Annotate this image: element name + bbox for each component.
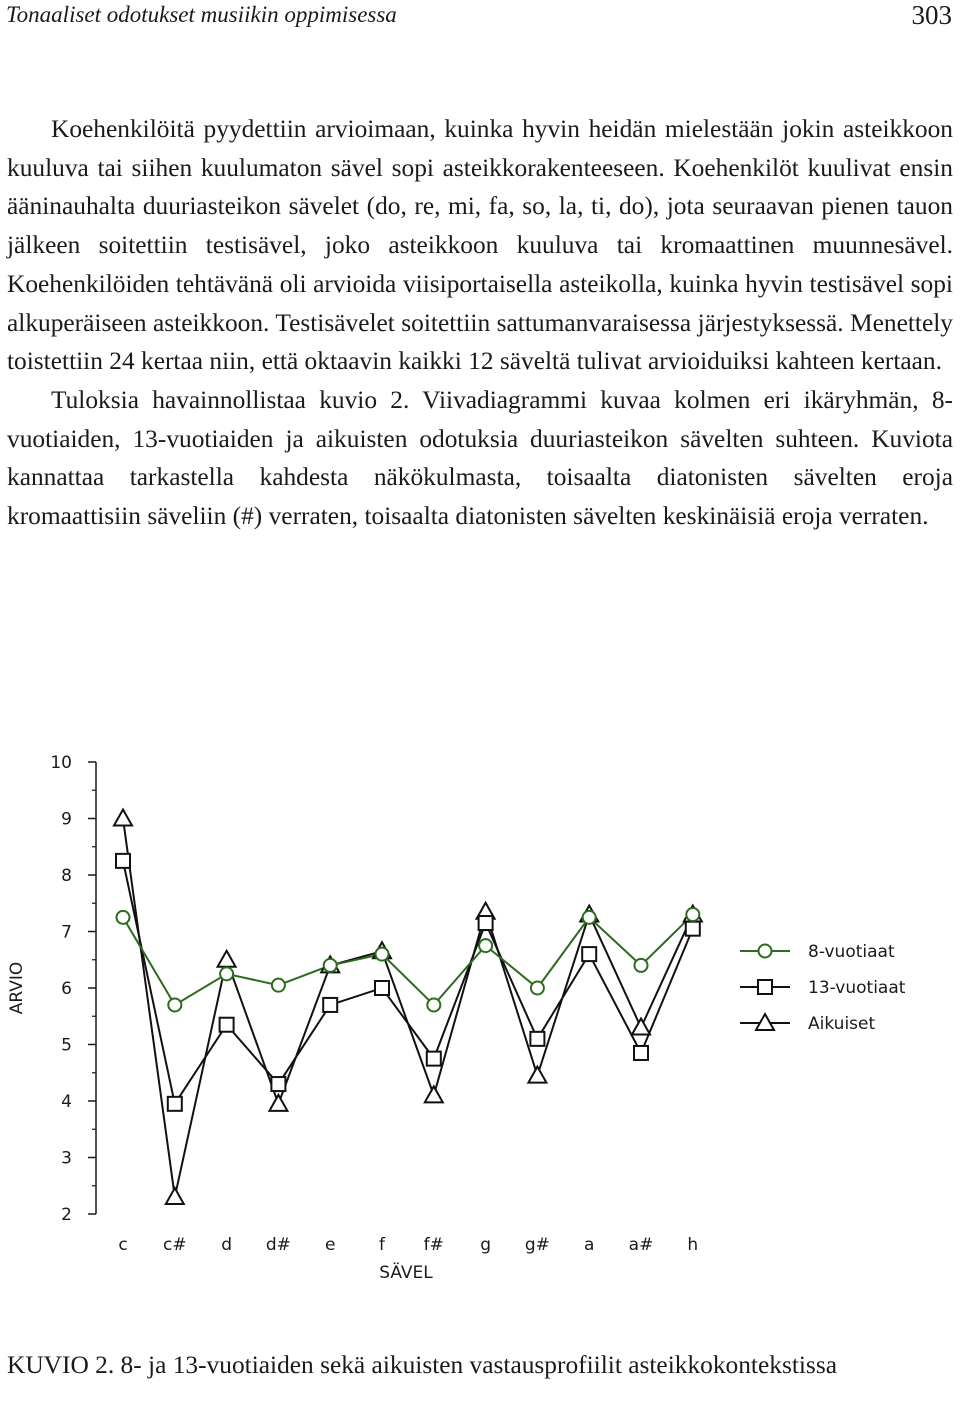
data-point-square-d xyxy=(220,1018,234,1032)
page-number: 303 xyxy=(911,0,952,30)
x-tick-label-g: g xyxy=(480,1235,491,1255)
running-title: Tonaaliset odotukset musiikin oppimisessa xyxy=(6,2,397,27)
x-tick-label-fsharp: f# xyxy=(423,1235,444,1255)
y-tick-label-5: 5 xyxy=(61,1035,72,1056)
data-point-triangle-gsharp xyxy=(528,1067,546,1083)
y-axis-label: ARVIO xyxy=(7,961,27,1015)
data-point-circle-e xyxy=(324,959,337,972)
data-point-circle-asharp xyxy=(635,959,648,972)
data-point-circle-d xyxy=(220,967,233,980)
data-point-circle-g xyxy=(479,939,492,952)
x-tick-label-dsharp: d# xyxy=(265,1235,291,1255)
series-line-square xyxy=(123,861,693,1104)
data-point-triangle-csharp xyxy=(166,1188,184,1204)
y-tick-label-7: 7 xyxy=(61,922,72,943)
paragraph-2: Tuloksia havainnollistaa kuvio 2. Viivadiagrammi kuvaa kolmen eri ikäryhmän, 8-vuotiaiden, 13-vuotiaiden ja aikuisten odotuksia duuriasteikon sävelten suhteen. Kuviota kannattaa tarkastella kahdesta näkökulmasta, toisaalta diatonisten sävelten eroja kromaattisiin säveliin (#) verraten, toisaalta diatonisten sävelten keskinäisiä eroja verraten. xyxy=(7,385,953,531)
data-point-triangle-dsharp xyxy=(269,1095,287,1111)
figure-line-chart xyxy=(0,740,960,1300)
line-chart xyxy=(0,740,960,1300)
x-tick-label-csharp: c# xyxy=(163,1235,187,1255)
data-point-square-gsharp xyxy=(530,1032,544,1046)
data-point-square-c xyxy=(116,854,130,868)
body-text xyxy=(7,110,953,536)
y-tick-label-10: 10 xyxy=(50,753,72,773)
paragraph-1: Koehenkilöitä pyydettiin arvioimaan, kuinka hyvin heidän mielestään jokin asteikkoon kuuluva tai siihen kuulumaton sävel sopi asteikkorakenteeseen. Koehenkilöt kuulivat ensin ääninauhalta duuriasteikon sävelet (do, re, mi, fa, so, la, ti, do), jota seuraavan pienen tauon jälkeen soitettiin testisävel, joko asteikkoon kuuluva tai kromaattinen muunnesävel. Koehenkilöiden tehtävänä oli arvioida viisiportaisella asteikolla, kuinka hyvin testisävel sopi alkuperäiseen asteikkoon. Testisävelet soitettiin sattumanvaraisessa järjestyksessä. Menettely toistettiin 24 kertaa niin, että oktaavin kaikki 12 säveltä tulivat arvioiduiksi kahteen kertaan. xyxy=(7,115,953,376)
x-tick-label-e: e xyxy=(324,1235,336,1255)
y-tick-label-6: 6 xyxy=(61,979,72,999)
x-axis-label: SÄVEL xyxy=(379,1263,433,1283)
data-point-circle-dsharp xyxy=(272,979,285,992)
y-tick-label-8: 8 xyxy=(61,866,72,886)
x-tick-label-d: d xyxy=(221,1235,232,1255)
chart-series xyxy=(114,810,702,1205)
data-point-circle-gsharp xyxy=(531,982,544,995)
data-point-square-a xyxy=(582,947,596,961)
data-point-triangle-fsharp xyxy=(425,1086,443,1102)
data-point-triangle-d xyxy=(218,951,236,967)
chart-legend xyxy=(740,942,906,1034)
figure-caption: KUVIO 2. 8- ja 13-vuotiaiden sekä aikuisten vastausprofiilit asteikkokontekstissa xyxy=(7,1351,837,1379)
legend-marker-square xyxy=(758,980,772,994)
x-tick-label-h: h xyxy=(687,1235,699,1255)
data-point-circle-fsharp xyxy=(427,998,440,1011)
data-point-square-g xyxy=(479,916,493,930)
legend-label-triangle: Aikuiset xyxy=(808,1014,876,1034)
x-tick-label-f: f xyxy=(379,1235,385,1255)
data-point-circle-csharp xyxy=(168,998,181,1011)
x-tick-label-asharp: a# xyxy=(628,1235,654,1255)
data-point-square-asharp xyxy=(634,1046,648,1060)
y-tick-label-3: 3 xyxy=(61,1148,72,1169)
data-point-square-e xyxy=(323,998,337,1012)
series-line-circle xyxy=(123,915,693,1005)
data-point-square-f xyxy=(375,981,389,995)
x-tick-label-gsharp: g# xyxy=(524,1235,550,1255)
data-point-circle-h xyxy=(686,908,699,921)
series-line-triangle xyxy=(123,819,693,1198)
y-tick-label-9: 9 xyxy=(61,809,72,830)
data-point-triangle-asharp xyxy=(632,1019,650,1035)
y-tick-label-4: 4 xyxy=(61,1092,72,1112)
running-head xyxy=(6,0,954,34)
y-tick-label-2: 2 xyxy=(61,1205,72,1225)
data-point-square-csharp xyxy=(168,1097,182,1111)
data-point-square-fsharp xyxy=(427,1052,441,1066)
x-tick-label-a: a xyxy=(583,1235,595,1255)
legend-label-circle: 8-vuotiaat xyxy=(808,942,895,962)
data-point-circle-f xyxy=(376,948,389,961)
data-point-square-h xyxy=(686,922,700,936)
x-tick-label-c: c xyxy=(118,1235,128,1255)
data-point-square-dsharp xyxy=(271,1077,285,1091)
data-point-triangle-c xyxy=(114,810,132,826)
legend-marker-circle xyxy=(759,945,772,958)
data-point-circle-a xyxy=(583,911,596,924)
data-point-circle-c xyxy=(117,911,130,924)
legend-label-square: 13-vuotiaat xyxy=(808,978,906,998)
